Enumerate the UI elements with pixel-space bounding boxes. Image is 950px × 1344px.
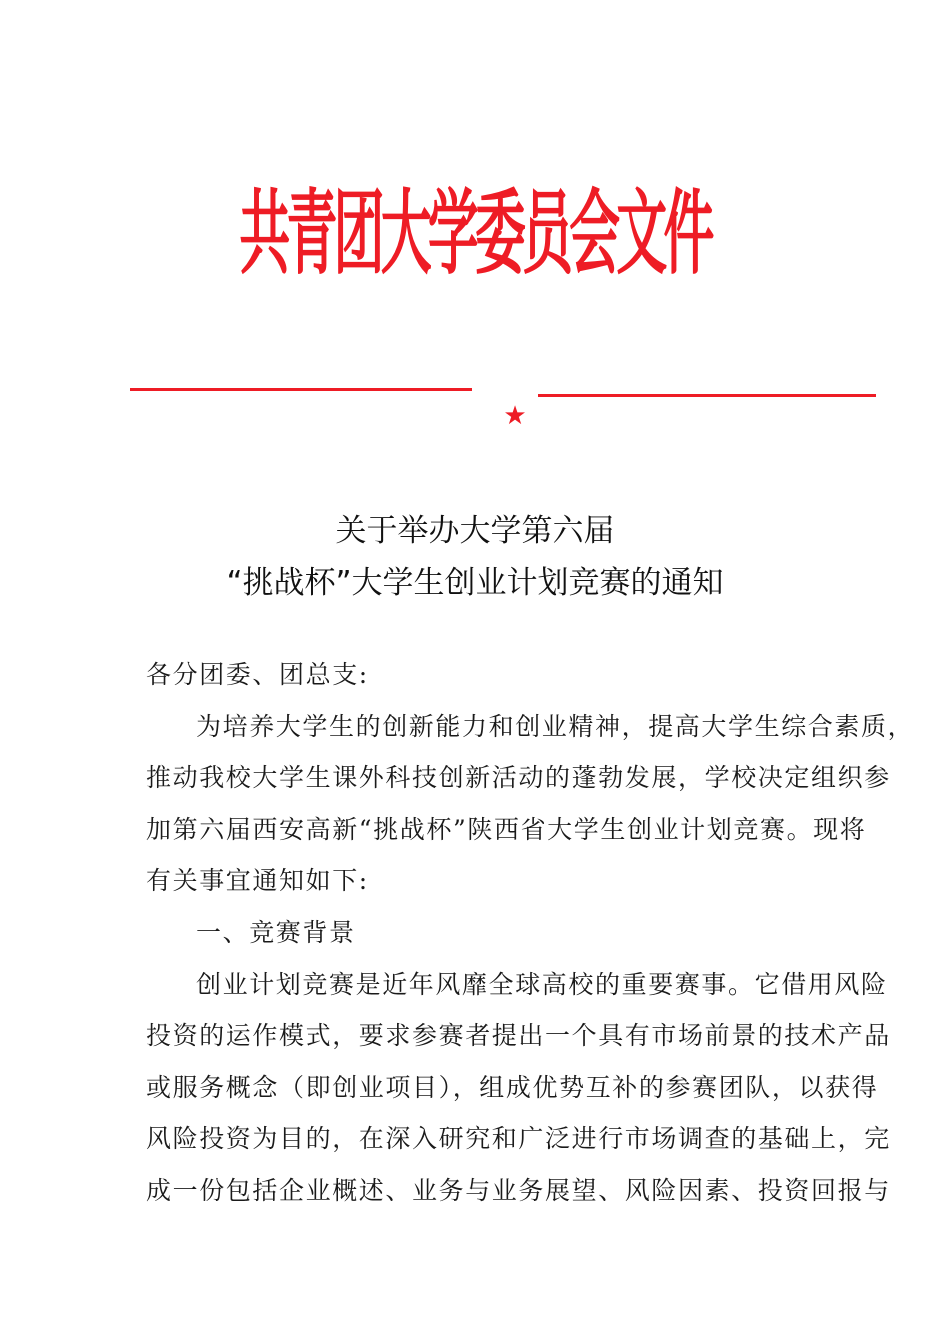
paragraph-line: 投资的运作模式，要求参赛者提出一个具有市场前景的技术产品 [146, 1021, 891, 1051]
section-heading: 一、竞赛背景 [196, 917, 356, 947]
paragraph-line: 为培养大学生的创新能力和创业精神，提高大学生综合素质， [196, 711, 915, 741]
paragraph-line: 成一份包括企业概述、业务与业务展望、风险因素、投资回报与 [146, 1175, 891, 1205]
paragraph-line: 或服务概念（即创业项目），组成优势互补的参赛团队，以获得 [146, 1072, 879, 1102]
paragraph-line: 风险投资为目的，在深入研究和广泛进行市场调查的基础上，完 [146, 1124, 891, 1154]
document-body [146, 658, 915, 1226]
notice-title-line-2: “挑战杯”大学生创业计划竞赛的通知 [226, 565, 724, 601]
document-header-title: 共青团大学委员会文件 [239, 181, 711, 288]
salutation: 各分团委、团总支: [146, 660, 369, 689]
star-icon: ★ [503, 401, 527, 431]
paragraph-line: 加第六届西安高新“挑战杯”陕西省大学生创业计划竞赛。现将 [146, 814, 867, 844]
paragraph-line: 创业计划竞赛是近年风靡全球高校的重要赛事。它借用风险 [196, 969, 888, 999]
notice-title-line-1: 关于举办大学第六届 [335, 513, 615, 549]
header-rule-right [538, 394, 876, 397]
header-rule-left [130, 388, 472, 391]
document-header [0, 168, 950, 288]
paragraph-line: 推动我校大学生课外科技创新活动的蓬勃发展，学校决定组织参 [146, 763, 891, 793]
paragraph-line: 有关事宜通知如下: [146, 866, 369, 896]
